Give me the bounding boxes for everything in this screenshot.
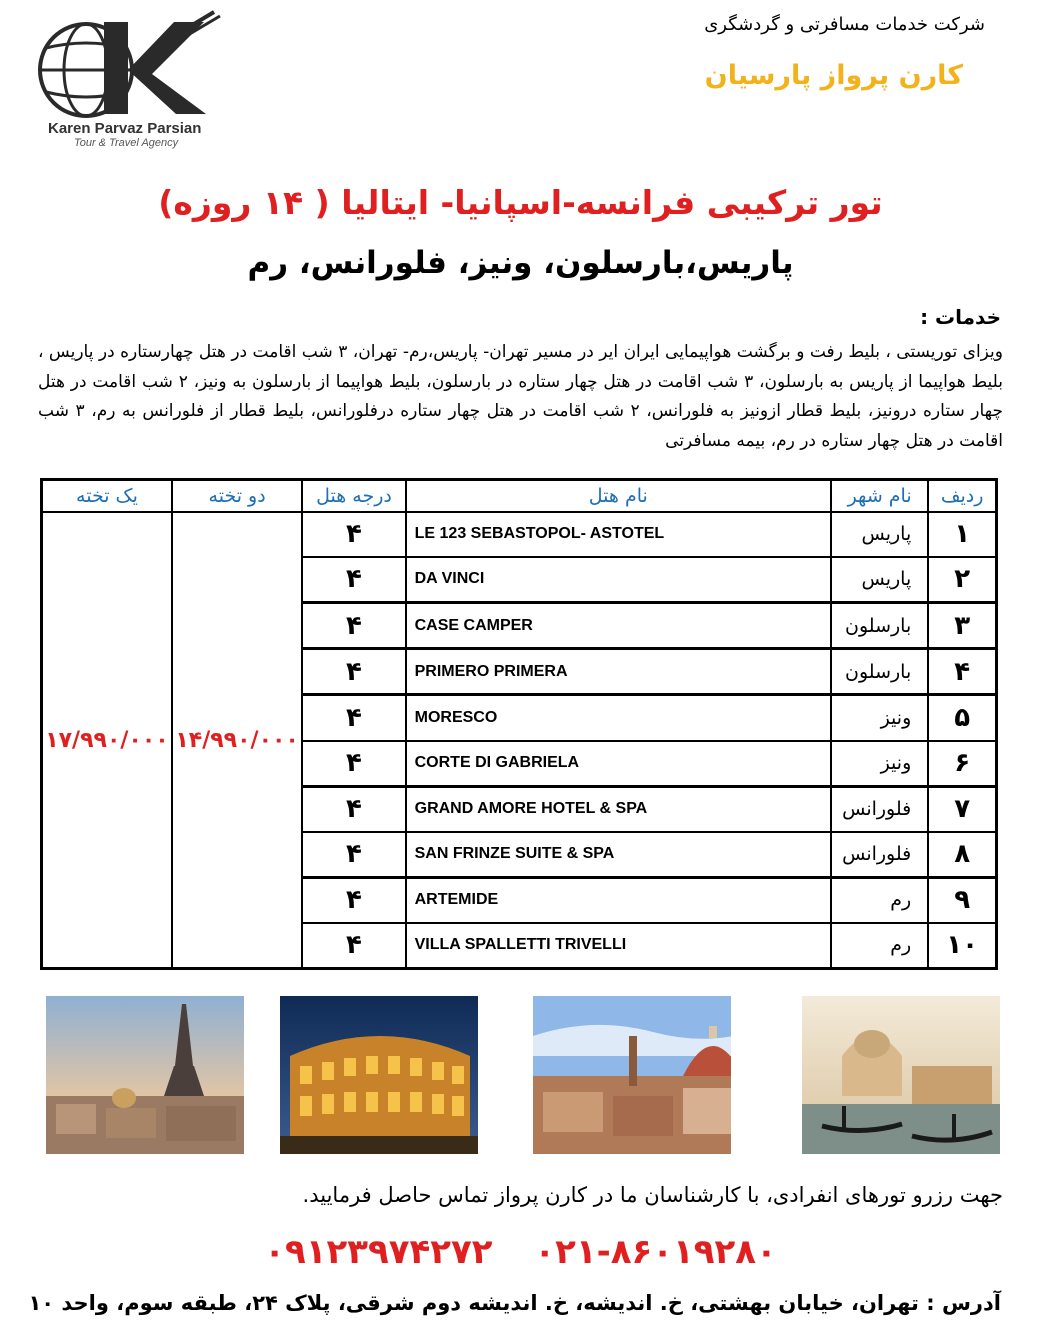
row-number: ۳ bbox=[928, 602, 996, 648]
hotel-name: VILLA SPALLETTI TRIVELLI bbox=[406, 923, 831, 969]
city-name: پاریس bbox=[831, 557, 928, 603]
row-number: ۱۰ bbox=[928, 923, 996, 969]
hotel-name: ARTEMIDE bbox=[406, 877, 831, 923]
hotel-grade: ۴ bbox=[302, 786, 405, 832]
row-number: ۷ bbox=[928, 786, 996, 832]
paris-eiffel-photo bbox=[46, 996, 244, 1154]
hotel-grade: ۴ bbox=[302, 602, 405, 648]
landline-phone[interactable]: ۰۲۱-۸۶۰۱۹۲۸۰ bbox=[534, 1232, 777, 1272]
table-row bbox=[42, 512, 997, 557]
header-city: نام شهر bbox=[831, 480, 928, 513]
price-double: ۱۴/۹۹۰/۰۰۰ bbox=[172, 512, 302, 969]
header-num: ردیف bbox=[928, 480, 996, 513]
hotel-name: DA VINCI bbox=[406, 557, 831, 603]
row-number: ۱ bbox=[928, 512, 996, 557]
hotel-grade: ۴ bbox=[302, 695, 405, 741]
header-hotel: نام هتل bbox=[406, 480, 831, 513]
header-single: یک تخته bbox=[42, 480, 172, 513]
row-number: ۲ bbox=[928, 557, 996, 603]
city-name: فلورانس bbox=[831, 832, 928, 878]
city-name: بارسلون bbox=[831, 649, 928, 695]
hotel-grade: ۴ bbox=[302, 741, 405, 787]
row-number: ۴ bbox=[928, 649, 996, 695]
city-name: بارسلون bbox=[831, 602, 928, 648]
city-name: ونیز bbox=[831, 695, 928, 741]
phone-numbers bbox=[0, 1232, 1041, 1272]
row-number: ۸ bbox=[928, 832, 996, 878]
hotel-grade: ۴ bbox=[302, 923, 405, 969]
company-name: کارن پرواز پارسیان bbox=[704, 60, 963, 91]
services-text: ویزای توریستی ، بلیط رفت و برگشت هواپیمایی ایران ایر در مسیر تهران- پاریس،رم- تهران، ۳ شب اقامت در هتل چهارستاره در پاریس ، بلیط هواپیما از پاریس به بارسلون، ۳ شب اقامت در هتل چهار ستاره در بارسلون، بلیط هواپیما از بارسلون به ونیز، ۲ شب اقامت در هتل چهار ستاره درونیز، بلیط قطار ازونیز به فلورانس، ۲ شب اقامت در هتل چهار ستاره درفلورانس، بلیط قطار از فلورانس به رم، ۳ شب اقامت در هتل چهار ستاره در رم، بیمه مسافرتی bbox=[38, 342, 1003, 451]
hotel-name: GRAND AMORE HOTEL & SPA bbox=[406, 786, 831, 832]
hotel-grade: ۴ bbox=[302, 557, 405, 603]
city-name: رم bbox=[831, 923, 928, 969]
hotel-name: LE 123 SEBASTOPOL- ASTOTEL bbox=[406, 512, 831, 557]
hotel-grade: ۴ bbox=[302, 649, 405, 695]
venice-gondola-photo bbox=[802, 996, 1000, 1154]
mobile-phone[interactable]: ۰۹۱۲۳۹۷۴۲۷۲ bbox=[264, 1232, 493, 1272]
hotel-name: SAN FRINZE SUITE & SPA bbox=[406, 832, 831, 878]
contact-note: جهت رزرو تورهای انفرادی، با کارشناسان ما در کارن پرواز تماس حاصل فرمایید. bbox=[302, 1183, 1003, 1207]
logo-tagline: Tour & Travel Agency bbox=[74, 137, 179, 149]
row-number: ۶ bbox=[928, 741, 996, 787]
hotel-grade: ۴ bbox=[302, 877, 405, 923]
row-number: ۵ bbox=[928, 695, 996, 741]
company-description: شرکت خدمات مسافرتی و گردشگری bbox=[704, 14, 985, 35]
tour-cities: پاریس،بارسلون، ونیز، فلورانس، رم bbox=[247, 245, 794, 281]
city-name: پاریس bbox=[831, 512, 928, 557]
price-single: ۱۷/۹۹۰/۰۰۰ bbox=[42, 512, 172, 969]
city-name: رم bbox=[831, 877, 928, 923]
services-label: خدمات : bbox=[920, 305, 1001, 329]
row-number: ۹ bbox=[928, 877, 996, 923]
florence-duomo-photo bbox=[533, 996, 731, 1154]
hotel-name: CASE CAMPER bbox=[406, 602, 831, 648]
city-name: فلورانس bbox=[831, 786, 928, 832]
hotel-price-table bbox=[40, 478, 998, 970]
city-name: ونیز bbox=[831, 741, 928, 787]
company-logo bbox=[34, 8, 224, 158]
header-double: دو تخته bbox=[172, 480, 302, 513]
header-grade: درجه هتل bbox=[302, 480, 405, 513]
tour-title: تور ترکیبی فرانسه-اسپانیا- ایتالیا ( ۱۴ روزه) bbox=[158, 183, 883, 222]
hotel-grade: ۴ bbox=[302, 512, 405, 557]
address: آدرس : تهران، خیابان بهشتی، خ. اندیشه، خ. اندیشه دوم شرقی، پلاک ۲۴، طبقه سوم، واحد ۱۰ bbox=[28, 1291, 1001, 1315]
hotel-name: PRIMERO PRIMERA bbox=[406, 649, 831, 695]
hotel-name: MORESCO bbox=[406, 695, 831, 741]
logo-name: Karen Parvaz Parsian bbox=[48, 120, 202, 137]
table-header-row bbox=[42, 480, 997, 513]
hotel-name: CORTE DI GABRIELA bbox=[406, 741, 831, 787]
rome-colosseum-photo bbox=[280, 996, 478, 1154]
hotel-grade: ۴ bbox=[302, 832, 405, 878]
